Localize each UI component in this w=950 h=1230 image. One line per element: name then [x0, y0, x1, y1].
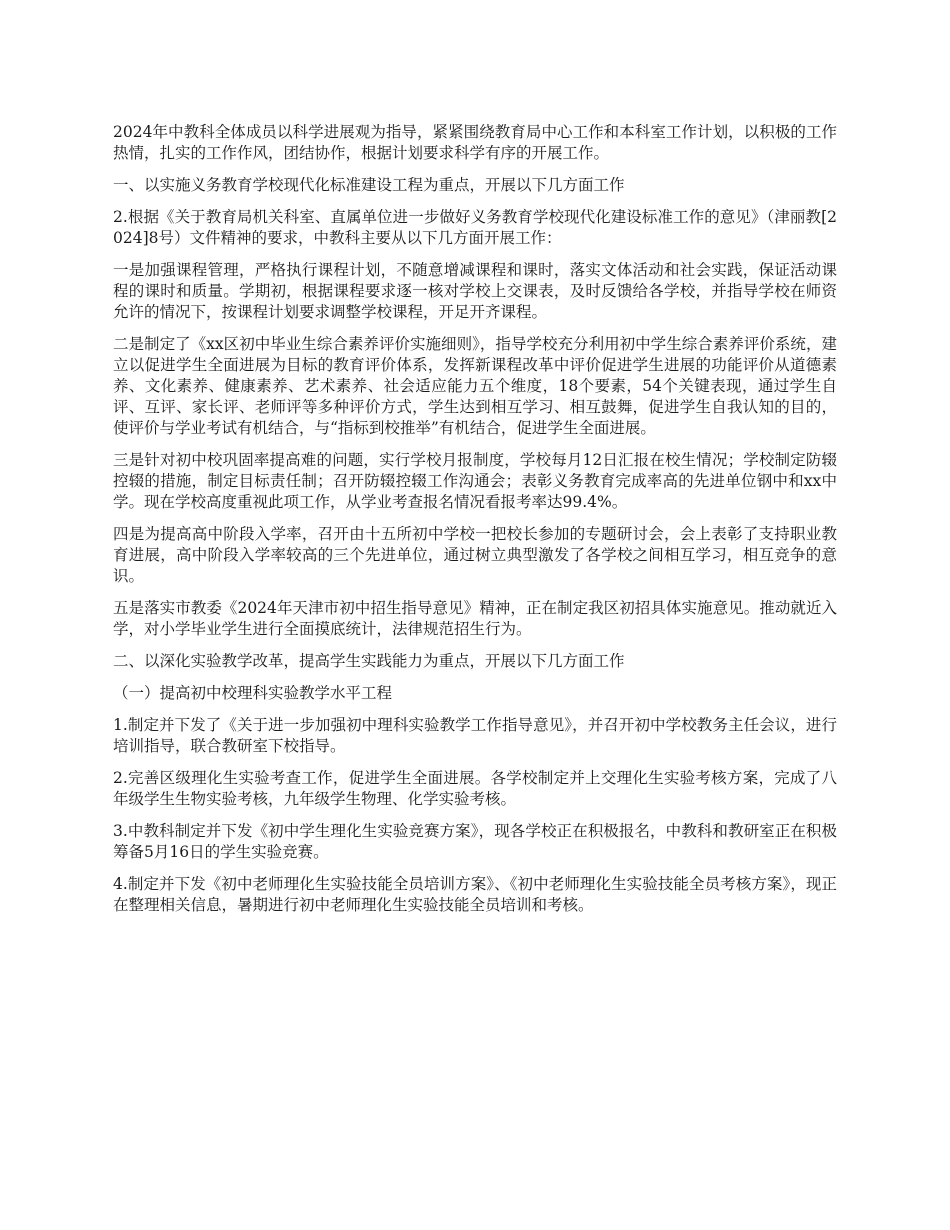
list-item-3: 3.中教科制定并下发《初中学生理化生实验竞赛方案》，现各学校正在积极报名，中教科和教研室正在积极筹备5月16日的学生实验竞赛。	[113, 822, 837, 861]
intro-paragraph: 2024年中教科全体成员以科学进展观为指导，紧紧围绕教育局中心工作和本科室工作计划，以积极的工作热情，扎实的工作作风，团结协作，根据计划要求科学有序的开展工作。	[113, 123, 837, 162]
section-heading-2: 二、以深化实验教学改革，提高学生实践能力为重点，开展以下几方面工作	[113, 652, 625, 670]
paragraph-item-2: 2.根据《关于教育局机关科室、直属单位进一步做好义务教育学校现代化建设标准工作的意见》（津丽教[2024]8号）文件精神的要求，中教科主要从以下几方面开展工作：	[113, 208, 837, 247]
paragraph-enrollment: 四是为提高高中阶段入学率，召开由十五所初中学校一把校长参加的专题研讨会，会上表彰了支持职业教育进展，高中阶段入学率较高的三个先进单位，通过树立典型激发了各学校之间相互学习，相互竞争的意识。	[113, 525, 837, 585]
subsection-heading-1: （一）提高初中校理科实验教学水平工程	[113, 684, 393, 702]
paragraph-evaluation: 二是制定了《xx区初中毕业生综合素养评价实施细则》，指导学校充分利用初中学生综合素养评价系统，建立以促进学生全面进展为目标的教育评价体系，发挥新课程改革中评价促进学生进展的功能评价从道德素养、文化素养、健康素养、艺术素养、社会适应能力五个维度，18个要素，54个关键表现，通过学生自评、互评、家长评、老师评等多种评价方式，学生达到相互学习、相互鼓舞，促进学生自我认知的目的，使评价与学业考试有机结合，与“指标到校推举”有机结合，促进学生全面进展。	[113, 335, 837, 437]
list-item-1: 1.制定并下发了《关于进一步加强初中理科实验教学工作指导意见》，并召开初中学校教务主任会议，进行培训指导，联合教研室下校指导。	[113, 716, 837, 755]
list-item-4: 4.制定并下发《初中老师理化生实验技能全员培训方案》、《初中老师理化生实验技能全员考核方案》，现正在整理相关信息，暑期进行初中老师理化生实验技能全员培训和考核。	[113, 875, 837, 914]
list-item-2: 2.完善区级理化生实验考查工作，促进学生全面进展。各学校制定并上交理化生实验考核方案，完成了八年级学生生物实验考核，九年级学生物理、化学实验考核。	[113, 769, 837, 808]
document-body	[113, 122, 837, 927]
paragraph-retention: 三是针对初中校巩固率提高难的问题，实行学校月报制度，学校每月12日汇报在校生情况；学校制定防辍控辍的措施，制定目标责任制；召开防辍控辍工作沟通会；表彰义务教育完成率高的先进单位钢中和xx中学。现在学校高度重视此项工作，从学业考查报名情况看报考率达99.4%。	[113, 451, 837, 511]
paragraph-admission: 五是落实市教委《2024年天津市初中招生指导意见》精神，正在制定我区初招具体实施意见。推动就近入学，对小学毕业学生进行全面摸底统计，法律规范招生行为。	[113, 599, 837, 638]
section-heading-1: 一、以实施义务教育学校现代化标准建设工程为重点，开展以下几方面工作	[113, 176, 625, 194]
paragraph-course-management: 一是加强课程管理，严格执行课程计划，不随意增减课程和课时，落实文体活动和社会实践，保证活动课程的课时和质量。学期初，根据课程要求逐一核对学校上交课表，及时反馈给各学校，并指导学校在师资允许的情况下，按课程计划要求调整学校课程，开足开齐课程。	[113, 261, 837, 321]
